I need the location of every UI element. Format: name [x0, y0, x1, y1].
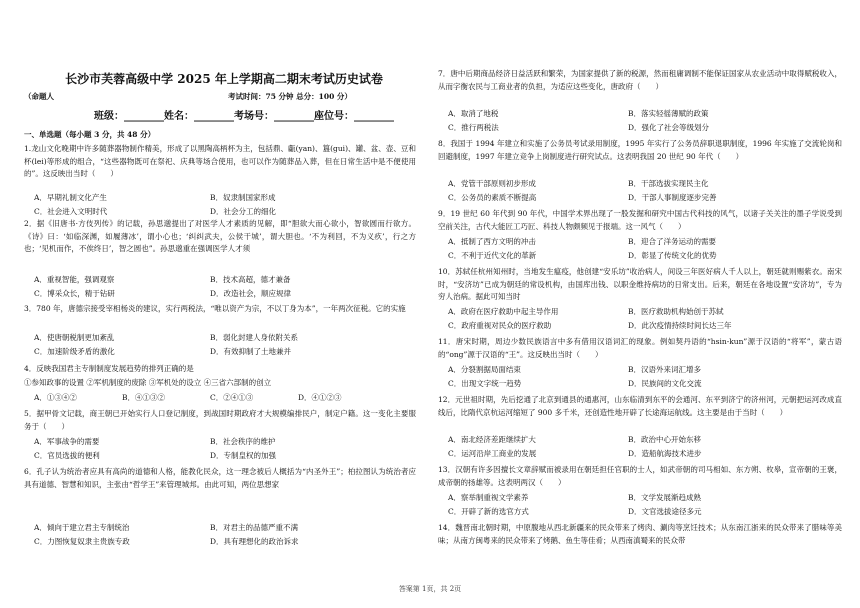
option: C．力图恢复奴隶主贵族专政 [34, 537, 130, 546]
option: D．此次疫情持续时间长达三年 [628, 321, 732, 330]
question-10: 10．苏轼任杭州知州时，当地发生瘟疫，他创建“安乐坊”收治病人，间设三年医好病人千人以上，朝廷就则赐紫衣。南宋时，“安济坊”已成为朝廷的常设机构，由国库出钱、以职金维持病坊的日常支出。后来，朝廷在各地设置“安济坊”，专为穷人治病。据此可知当时 [438, 267, 842, 302]
option: A．取消了地税 [448, 109, 499, 118]
option: A．①③④② [34, 393, 77, 402]
option: A．分裂割据局面结束 [448, 365, 521, 374]
question-8: 8．我国于 1994 年建立和实施了公务员考试录用制度，1995 年实行了公务员辞职退职制度，1996 年实施了交流轮岗和回避制度，1997 年建立竞争上岗制度进行研究试点。这表明我国 20 世纪 90 年代（ ） [438, 139, 842, 161]
question-7: 7．唐中后期商品经济日益活跃和繁荣，为国家提供了新的税源，然而租庸调制不能保证国家从农业活动中取得赋税收入，从而字衡农民与工商业者的负担，为适应这些变化，唐政府（ ） [438, 69, 842, 91]
time-score: 考试时间：75 分钟 总分：100 分） [228, 92, 352, 101]
option: B．政治中心开始东移 [628, 435, 702, 444]
option: D．④①②③ [298, 393, 342, 402]
option: D．具有理想化的政治诉求 [210, 537, 299, 546]
option: A．重视智能，强调观察 [34, 275, 115, 284]
question-4: 4．反映我国君主专制制度发展趋势的排列正确的是 [24, 364, 194, 373]
page-footer: 答案第 1页，共 2页 [398, 585, 462, 593]
setter-label: （命题人 [24, 92, 54, 101]
option: D．干部人事制度逐步完善 [628, 193, 717, 202]
option: C．加速阶级矛盾的激化 [34, 347, 115, 356]
option: A．抵制了西方文明的冲击 [448, 237, 536, 246]
option: C．②④①③ [210, 393, 254, 402]
question-11: 11．唐宋时期，周边少数民族语言中多有借用汉语词汇的现象。例如契丹语的“hsin-kun”源于汉语的“将军”，蒙古语的“ong”源于汉语的“王”。这反映出当时（ ） [438, 337, 842, 359]
option: C．博采众长，精于钻研 [34, 289, 115, 298]
option: A．党管干部原则初步形成 [448, 179, 536, 188]
student-info-line: 班级：________姓名：________考场号：________座位号：________ [94, 111, 394, 122]
option: D．造船航海技术进步 [628, 449, 702, 458]
exam-meta [24, 91, 352, 102]
option: A．南北经济差距继续扩大 [448, 435, 536, 444]
question-5: 5．据甲骨文记载，商王朝已开始实行人口登记制度，到战国时期政府才大规模编排民户，制定户籍。这一变化主要服务于（ ） [24, 409, 416, 431]
option: B．奴隶制国家形成 [210, 193, 276, 202]
option: D．改造社会，顺应规律 [210, 289, 292, 298]
option: D．社会分工的细化 [210, 207, 277, 216]
option: A．军事战争的需要 [34, 437, 100, 446]
option: B．文学发展渐趋成熟 [628, 493, 702, 502]
question-6: 6．孔子认为统治者应具有高尚的道德和人格，能教化民众，这一理念被后人概括为“内圣外王”；柏拉图认为统治者应具有道德、智慧和知识，主张由“哲学王”来管理城邦。由此可知，两位思想家 [24, 467, 416, 489]
option: C．公务员的素质不断提高 [448, 193, 537, 202]
option: C．官员选拔的便利 [34, 451, 100, 460]
exam-title: 长沙市芙蓉高级中学 2025 年上学期高二期末考试历史试卷 [65, 72, 383, 86]
option: B．迎合了洋务运动的需要 [628, 237, 717, 246]
option: A．倾向于建立君主专制统治 [34, 523, 130, 532]
question-12: 12．元世祖时期，先后挖通了北京到通县的通惠河，山东临清到东平的会通河、东平到济宁的济州河，元朝把运河改成直线后，比隋代京杭运河缩短了 900 多千米，还创造性地开辟了长途海运航线。这主要是由于当时（ ） [438, 395, 842, 417]
option: B．④①③② [122, 393, 166, 402]
option: D．有效抑制了土地兼并 [210, 347, 292, 356]
option: A．使唐朝税制更加紊乱 [34, 333, 115, 342]
question-1: 1.龙山文化晚期中许多随葬器物制作精美，形成了以黑陶高柄杯为主，包括鼎、甗(yan)、簋(gui)、罐、盆、壶、豆和杯(lei)等形成的组合，“这些器物既可在祭祀、庆典等场合使用，也可以作为随葬品入葬，但在日常生活中是不便使用的”。这反映出当时（ ） [24, 144, 416, 179]
option: B．汉语外来词汇增多 [628, 365, 702, 374]
option: D．强化了社会等级划分 [628, 123, 710, 132]
section-heading: 一、单选题（每小题 3 分，共 48 分） [24, 130, 156, 139]
option: B．落实轻徭薄赋的政策 [628, 109, 709, 118]
option: C．不利于近代文化的革新 [448, 251, 537, 260]
option: A．政府在医疗救助中起主导作用 [448, 307, 559, 316]
option: D．文官选拔途径多元 [628, 507, 702, 516]
option: B．技术高超，德才兼备 [210, 275, 291, 284]
option: B．弱化封建人身依附关系 [210, 333, 299, 342]
option: C．社会进入文明时代 [34, 207, 108, 216]
option: B．对君主的品德严重不满 [210, 523, 299, 532]
option: D．专制皇权的加强 [210, 451, 277, 460]
option: B．社会秩序的维护 [210, 437, 276, 446]
option: A．察举制重视文学素养 [448, 493, 529, 502]
option: C．运河沿岸工商业的发展 [448, 449, 537, 458]
question-2: 2．据《旧唐书·方伎列传》的记载，孙思邈提出了对医学人才素质的见解，即“胆欲大而心欲小，智欲圆而行欲方。《诗》曰：‘如临深渊，如履薄冰’，谓小心也；‘纠纠武夫，公侯干城’，谓大胆也。‘不为利回，不为义疚’，行之方也；‘见机而作，不俟终日’，智之圆也”。孙思邈重在强调医学人才须 [24, 219, 416, 254]
option: B．医疗救助机构始创于苏轼 [628, 307, 724, 316]
option: D．民族间的文化交流 [628, 379, 702, 388]
question-9: 9．19 世纪 60 年代到 90 年代，中国学术界出现了一股发掘和研究中国古代科技的风气，以诸子关关注的墨子学说受到空前关注，古代大能匠工巧匠、科技人物颇频见于报端。这一风气（ ） [438, 209, 842, 231]
option: C．开辟了新的选官方式 [448, 507, 529, 516]
option: C．政府重视对民众的医疗救助 [448, 321, 552, 330]
option: C．推行两税法 [448, 123, 499, 132]
question-4-items: ①参知政事的设置 ②军机制度的废除 ③军机处的设立 ④三省六部制的创立 [24, 378, 272, 387]
option: B．干部选拔实现民主化 [628, 179, 709, 188]
option: A．早期礼制文化产生 [34, 193, 107, 202]
option: D．彰显了传统文化的优势 [628, 251, 717, 260]
option: C．出现文字统一趋势 [448, 379, 522, 388]
question-3: 3．780 年，唐德宗接受宰相杨炎的建议，实行两税法，“唯以资产为宗，不以丁身为本”，一年两次征税。它的实施 [24, 304, 406, 313]
question-14: 14．魏晋南北朝时期，中原腹地从西北新疆来的民众带来了烤肉、涮肉等烹饪技术；从东南江浙来的民众带来了腊味等美味；从南方闽粤来的民众带来了烤鹅、鱼生等佳肴；从西南滇蜀来的民众带 [438, 523, 842, 545]
question-13: 13．汉朝有许多因擅长文章辞赋而被录用在朝廷担任官职的士人，如武帝朝的司马相如、东方朔、枚皋，宣帝朝的王褒，成帝朝的扬雄等。这表明两汉（ ） [438, 465, 842, 487]
